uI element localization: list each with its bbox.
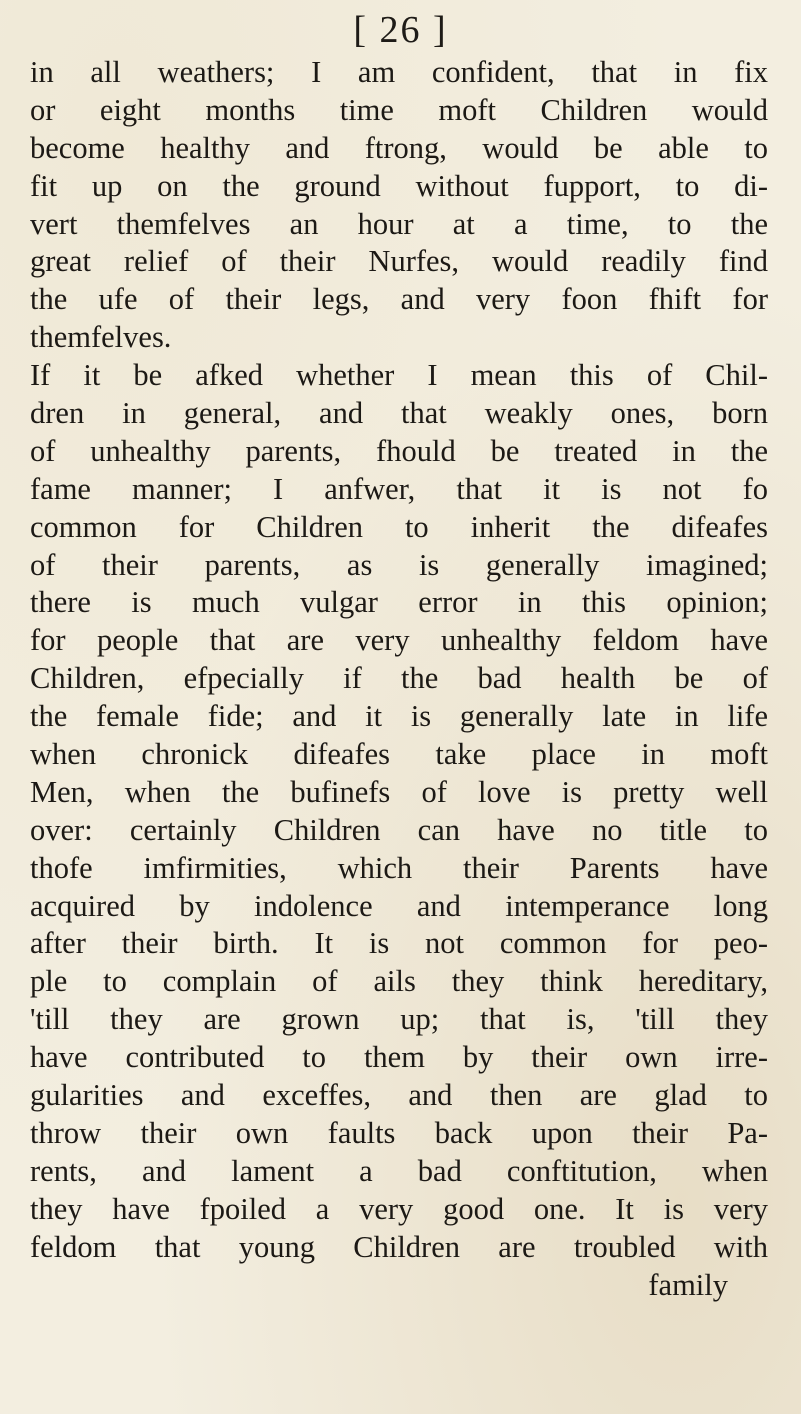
text-line: of their parents, as is generally imagined; — [30, 547, 768, 582]
text-line: 'till they are grown up; that is, 'till they — [30, 1002, 768, 1037]
text-line: the female fide; and it is generally late in life — [30, 699, 768, 734]
text-line: have contributed to them by their own irre- — [30, 1040, 768, 1075]
text-line: there is much vulgar error in this opinion; — [30, 585, 768, 620]
text-line: Men, when the bufinefs of love is pretty well — [30, 774, 768, 809]
text-line: or eight months time moft Children would — [30, 92, 768, 127]
text-line: great relief of their Nurfes, would readily find — [30, 244, 768, 279]
text-line: common for Children to inherit the difeafes — [30, 509, 768, 544]
text-line: gularities and exceffes, and then are glad to — [30, 1078, 768, 1113]
text-line: the ufe of their legs, and very foon fhift for — [30, 282, 768, 317]
text-line: become healthy and ftrong, would be able to — [30, 130, 768, 165]
body-text — [30, 54, 768, 1304]
text-line: If it be afked whether I mean this of Chil- — [30, 358, 768, 393]
text-line: acquired by indolence and intemperance long — [30, 888, 768, 923]
text-line: in all weathers; I am confident, that in fix — [30, 55, 768, 89]
text-line: over: certainly Children can have no title to — [30, 812, 768, 847]
text-line: feldom that young Children are troubled with — [30, 1229, 768, 1264]
page-number: [ 26 ] — [353, 9, 448, 51]
text-line: throw their own faults back upon their Pa- — [30, 1115, 768, 1150]
text-line: when chronick difeafes take place in moft — [30, 737, 768, 772]
text-line: for people that are very unhealthy feldom have — [30, 623, 768, 658]
text-line: ple to complain of ails they think hereditary, — [30, 964, 768, 999]
text-line: themfelves. — [30, 320, 172, 355]
text-line: thofe imfirmities, which their Parents have — [30, 850, 768, 885]
text-line: after their birth. It is not common for peo- — [30, 926, 768, 961]
text-line: fame manner; I anfwer, that it is not fo — [30, 471, 768, 506]
text-line: fit up on the ground without fupport, to di- — [30, 168, 768, 203]
text-line: of unhealthy parents, fhould be treated in the — [30, 433, 768, 468]
text-line: vert themfelves an hour at a time, to the — [30, 206, 768, 241]
catchword: family — [648, 1267, 728, 1302]
text-line: they have fpoiled a very good one. It is very — [30, 1191, 768, 1226]
text-line: dren in general, and that weakly ones, born — [30, 396, 768, 431]
text-line: Children, efpecially if the bad health be of — [30, 661, 768, 696]
text-line: rents, and lament a bad conftitution, when — [30, 1153, 768, 1188]
